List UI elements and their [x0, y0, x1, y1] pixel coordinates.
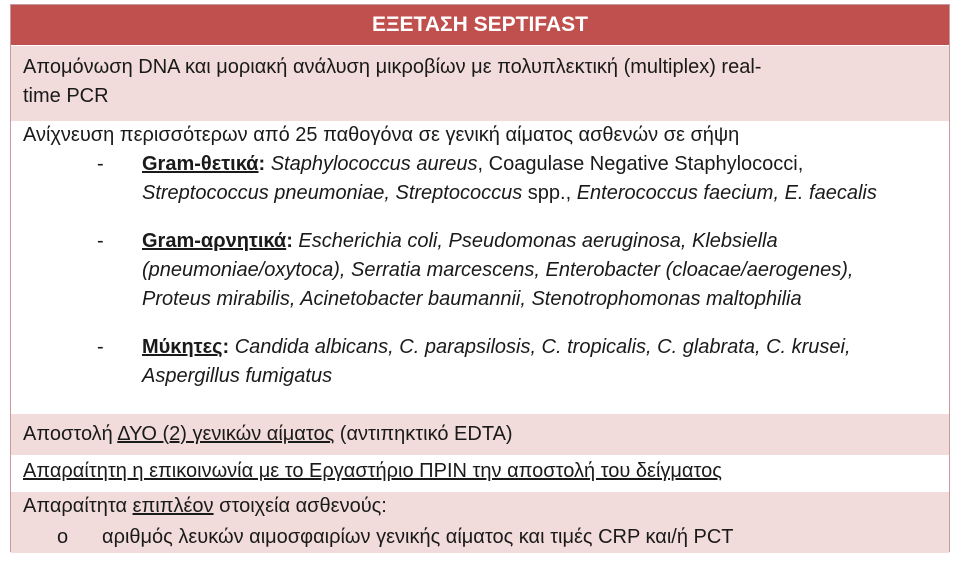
shipping-prefix: Αποστολή [23, 423, 118, 445]
gram-positive-colon: : [258, 153, 266, 175]
shipping-line [23, 420, 513, 449]
contact-line: Απαραίτητη η επικοινωνία με το Εργαστήριο ΠΡΙΝ την αποστολή του δείγματος [23, 460, 722, 482]
gram-positive-species-4: Enterococcus faecium, E. faecalis [576, 182, 877, 204]
required-line [23, 492, 387, 521]
gram-positive-species-1: Staphylococcus aureus [270, 153, 478, 175]
bullet-text: αριθμός λευκών αιμοσφαιρίων γενικής αίματος και τιμές CRP και/ή PCT [102, 526, 734, 548]
intro-line-1: Απομόνωση DNA και μοριακή ανάλυση μικροβίων με πολυπλεκτική (multiplex) real- [23, 56, 762, 78]
detection-line: Ανίχνευση περισσότερων από 25 παθογόνα σε γενική αίματος ασθενών σε σήψη [23, 124, 740, 146]
fungi-colon: : [222, 336, 230, 358]
page-title: ΕΞΕΤΑΣΗ SEPTIFAST [11, 5, 949, 45]
shipping-section [11, 413, 949, 455]
gram-positive-line-2 [142, 179, 877, 208]
gram-positive-label: Gram-θετικά [142, 153, 259, 175]
gram-negative-colon: : [286, 230, 293, 252]
fungi-label: Μύκητες [142, 336, 223, 358]
fungi-species-1: Candida albicans, C. parapsilosis, C. tropicalis, C. glabrata, C. krusei, [234, 336, 851, 358]
gram-negative-line-2 [142, 256, 853, 285]
gram-positive-spp: spp., [522, 182, 577, 204]
fungi-dash: - [97, 336, 104, 358]
pathogens-section [11, 121, 949, 413]
gram-negative-species-3: Proteus mirabilis, Acinetobacter baumannii, Stenotrophomonas maltophilia [142, 288, 802, 310]
gram-positive-line-1 [142, 150, 803, 179]
required-prefix: Απαραίτητα [23, 495, 133, 517]
septifast-info-sheet [10, 4, 950, 552]
bullet-marker: o [57, 526, 69, 548]
intro-line-2: time PCR [23, 85, 109, 107]
required-info-section [11, 491, 949, 553]
gram-negative-species-2: (pneumoniae/oxytoca), Serratia marcescens, Enterobacter (cloacae/aerogenes), [142, 259, 854, 281]
shipping-suffix: (αντιπηκτικό EDTA) [334, 423, 513, 445]
gram-negative-line-3 [142, 285, 802, 314]
required-suffix: στοιχεία ασθενούς: [213, 495, 387, 517]
intro-section [11, 45, 949, 121]
contact-section [11, 455, 949, 491]
gram-negative-dash: - [97, 230, 104, 252]
fungi-line-2 [142, 362, 332, 391]
gram-positive-species-3: Streptococcus pneumoniae, Streptococcus [142, 182, 523, 204]
gram-negative-line-1 [142, 227, 778, 256]
shipping-underlined: ΔΥΟ (2) γενικών αίματος [117, 423, 335, 445]
gram-positive-dash: - [97, 153, 104, 175]
gram-negative-species-1: Escherichia coli, Pseudomonas aeruginosa, Klebsiella [298, 230, 778, 252]
fungi-line-1 [142, 333, 851, 362]
gram-positive-species-2: , Coagulase Negative Staphylococci, [477, 153, 804, 175]
fungi-species-2: Aspergillus fumigatus [142, 365, 333, 387]
gram-negative-label: Gram-αρνητικά [142, 230, 287, 252]
required-underlined: επιπλέον [132, 495, 214, 517]
